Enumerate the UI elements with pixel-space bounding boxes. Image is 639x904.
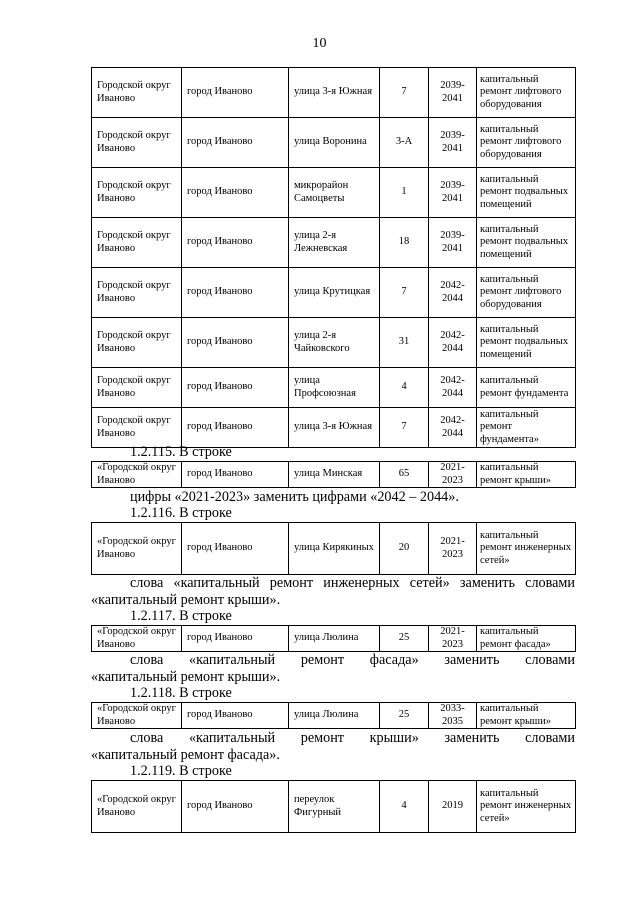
page-number: 10 [312, 36, 327, 51]
settlement-cell: город Иваново [182, 703, 289, 729]
work-cell: капитальный ремонт фасада» [477, 626, 576, 652]
municipality-cell: «Городской округ Иваново [92, 626, 182, 652]
table-row [92, 218, 576, 268]
section-heading-119: 1.2.119. В строке [130, 763, 232, 779]
period-cell: 2042-2044 [429, 318, 477, 368]
period-cell: 2019 [429, 781, 477, 833]
table-row [92, 118, 576, 168]
period-cell: 2033-2035 [429, 703, 477, 729]
street-cell: улица Люлина [289, 703, 380, 729]
municipality-cell: Городской округ Иваново [92, 368, 182, 408]
table-row [92, 168, 576, 218]
period-cell: 2042-2044 [429, 368, 477, 408]
municipality-cell: «Городской округ Иваново [92, 703, 182, 729]
settlement-cell: город Иваново [182, 68, 289, 118]
house-cell: 7 [380, 408, 429, 448]
work-cell: капитальный ремонт фундамента» [477, 408, 576, 448]
municipality-cell: «Городской округ Иваново [92, 523, 182, 575]
street-cell: улица Воронина [289, 118, 380, 168]
house-cell: 25 [380, 626, 429, 652]
period-cell: 2039-2041 [429, 218, 477, 268]
table-row [92, 626, 576, 652]
section-instruction-117-cont: «капитальный ремонт крыши». [91, 669, 281, 685]
municipality-cell: «Городской округ Иваново [92, 781, 182, 833]
municipality-cell: Городской округ Иваново [92, 268, 182, 318]
work-cell: капитальный ремонт подвальных помещений [477, 168, 576, 218]
section-heading-116: 1.2.116. В строке [130, 505, 232, 521]
house-cell: 4 [380, 368, 429, 408]
period-cell: 2039-2041 [429, 118, 477, 168]
section-instruction-116-cont: «капитальный ремонт крыши». [91, 592, 281, 608]
municipality-cell: Городской округ Иваново [92, 408, 182, 448]
table-row [92, 781, 576, 833]
period-cell: 2039-2041 [429, 68, 477, 118]
period-cell: 2021-2023 [429, 626, 477, 652]
table-row [92, 408, 576, 448]
table-row [92, 318, 576, 368]
street-cell: микрорайон Самоцветы [289, 168, 380, 218]
house-cell: 65 [380, 462, 429, 488]
table-row [92, 703, 576, 729]
table-row [92, 68, 576, 118]
row-table-117 [91, 625, 576, 652]
period-cell: 2021-2023 [429, 523, 477, 575]
street-cell: улица Крутицкая [289, 268, 380, 318]
period-cell: 2042-2044 [429, 268, 477, 318]
street-cell: улица 3-я Южная [289, 68, 380, 118]
house-cell: 25 [380, 703, 429, 729]
settlement-cell: город Иваново [182, 118, 289, 168]
work-cell: капитальный ремонт лифтового оборудования [477, 268, 576, 318]
municipality-cell: Городской округ Иваново [92, 318, 182, 368]
municipality-cell: Городской округ Иваново [92, 68, 182, 118]
work-cell: капитальный ремонт подвальных помещений [477, 318, 576, 368]
row-table-119 [91, 780, 576, 833]
work-cell: капитальный ремонт инженерных сетей» [477, 523, 576, 575]
settlement-cell: город Иваново [182, 168, 289, 218]
table-row [92, 268, 576, 318]
period-cell: 2021-2023 [429, 462, 477, 488]
settlement-cell: город Иваново [182, 218, 289, 268]
municipality-cell: «Городской округ Иваново [92, 462, 182, 488]
settlement-cell: город Иваново [182, 268, 289, 318]
work-cell: капитальный ремонт лифтового оборудования [477, 68, 576, 118]
settlement-cell: город Иваново [182, 408, 289, 448]
row-table-118 [91, 702, 576, 729]
house-cell: 31 [380, 318, 429, 368]
settlement-cell: город Иваново [182, 626, 289, 652]
table-row [92, 462, 576, 488]
settlement-cell: город Иваново [182, 368, 289, 408]
house-cell: 4 [380, 781, 429, 833]
section-instruction-117: слова «капитальный ремонт фасада» заменить словами [130, 652, 575, 668]
work-cell: капитальный ремонт фундамента [477, 368, 576, 408]
street-cell: улица Минская [289, 462, 380, 488]
work-cell: капитальный ремонт крыши» [477, 462, 576, 488]
work-cell: капитальный ремонт крыши» [477, 703, 576, 729]
section-instruction-116: слова «капитальный ремонт инженерных сетей» заменить словами [130, 575, 575, 591]
settlement-cell: город Иваново [182, 781, 289, 833]
work-cell: капитальный ремонт лифтового оборудования [477, 118, 576, 168]
house-cell: 7 [380, 68, 429, 118]
house-cell: 18 [380, 218, 429, 268]
main-table-body [92, 68, 576, 448]
municipality-cell: Городской округ Иваново [92, 218, 182, 268]
municipality-cell: Городской округ Иваново [92, 118, 182, 168]
period-cell: 2042-2044 [429, 408, 477, 448]
street-cell: улица Профсоюзная [289, 368, 380, 408]
main-table [91, 67, 576, 448]
street-cell: улица Кирякиных [289, 523, 380, 575]
row-table-115 [91, 461, 576, 488]
section-heading-118: 1.2.118. В строке [130, 685, 232, 701]
settlement-cell: город Иваново [182, 318, 289, 368]
work-cell: капитальный ремонт подвальных помещений [477, 218, 576, 268]
table-row [92, 523, 576, 575]
section-instruction-118: слова «капитальный ремонт крыши» заменить словами [130, 730, 575, 746]
municipality-cell: Городской округ Иваново [92, 168, 182, 218]
row-table-116 [91, 522, 576, 575]
street-cell: улица Люлина [289, 626, 380, 652]
section-heading-115: 1.2.115. В строке [130, 444, 232, 460]
street-cell: улица 3-я Южная [289, 408, 380, 448]
period-cell: 2039-2041 [429, 168, 477, 218]
house-cell: 1 [380, 168, 429, 218]
settlement-cell: город Иваново [182, 523, 289, 575]
house-cell: 20 [380, 523, 429, 575]
section-instruction-118-cont: «капитальный ремонт фасада». [91, 747, 280, 763]
table-row [92, 368, 576, 408]
section-heading-117: 1.2.117. В строке [130, 608, 232, 624]
street-cell: улица 2-я Лежневская [289, 218, 380, 268]
work-cell: капитальный ремонт инженерных сетей» [477, 781, 576, 833]
house-cell: 7 [380, 268, 429, 318]
street-cell: улица 2-я Чайковского [289, 318, 380, 368]
house-cell: 3-А [380, 118, 429, 168]
section-instruction-115: цифры «2021-2023» заменить цифрами «2042 – 2044». [130, 489, 459, 505]
settlement-cell: город Иваново [182, 462, 289, 488]
street-cell: переулок Фигурный [289, 781, 380, 833]
